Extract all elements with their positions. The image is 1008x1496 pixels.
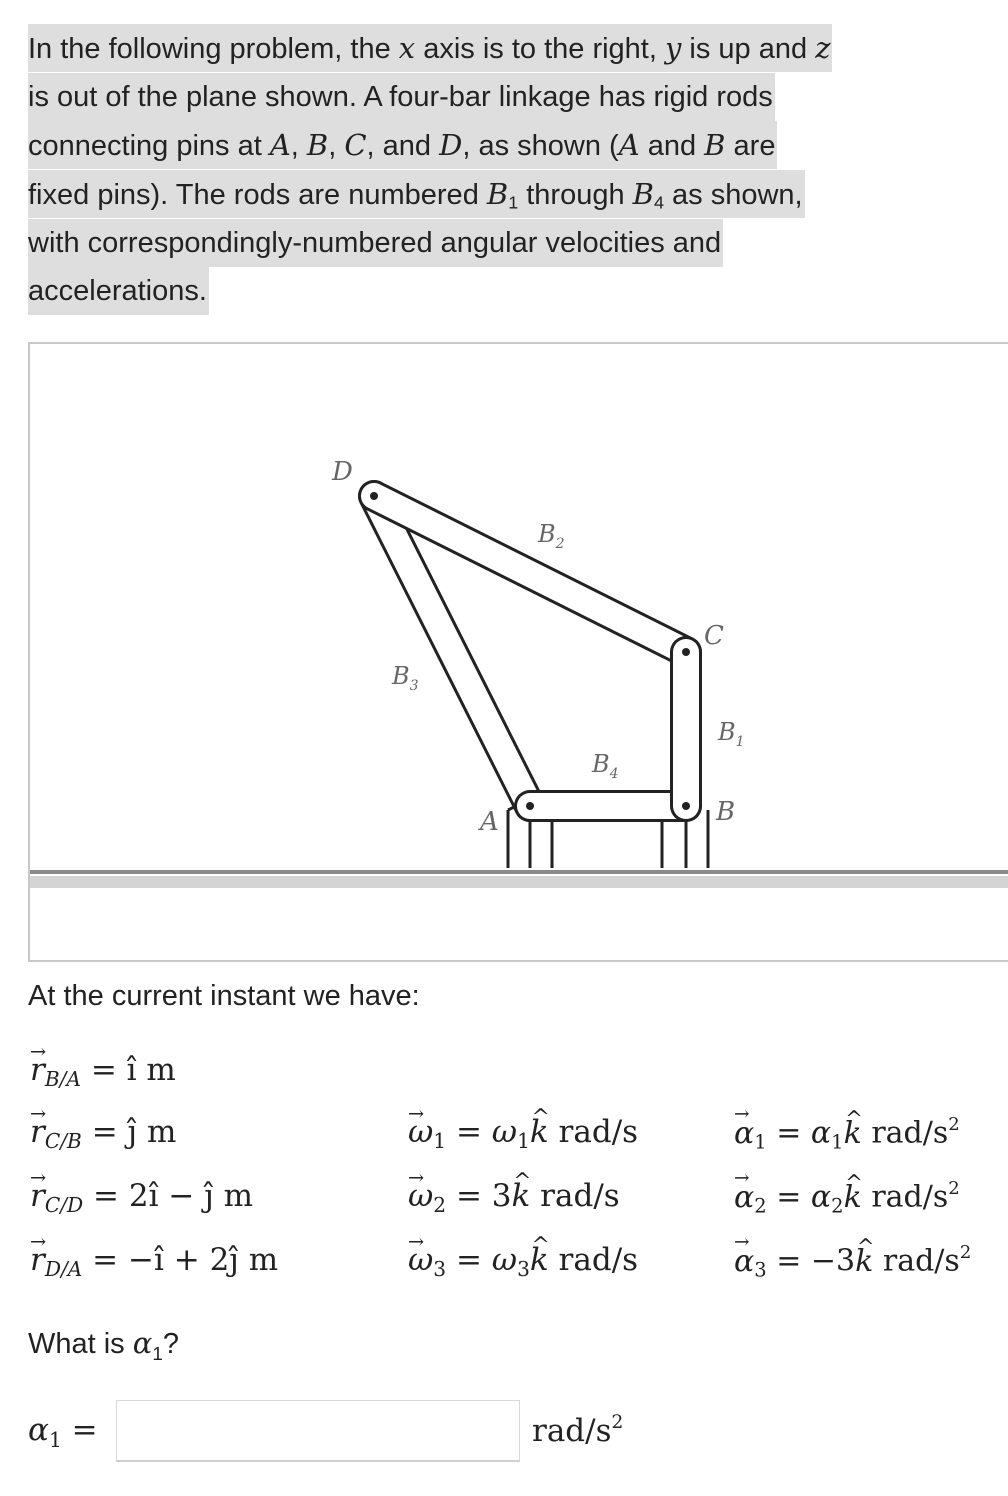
intro-line-5: with correspondingly-numbered angular velocities and (28, 219, 723, 267)
eq-alpha-1: → $\alpha_1$ = $\alpha_1\^{}$ k rad/$s^2$ (734, 1114, 960, 1153)
eq-alpha-2: → $\alpha_2$ = $\alpha_2\^{}$ k rad/$s^2$ (734, 1178, 960, 1217)
intro-line-6: accelerations. (28, 267, 209, 315)
intro-line-2: is out of the plane shown. A four-bar linkage has rigid rods (28, 73, 775, 121)
pin-c (682, 648, 690, 656)
pin-a (526, 802, 534, 810)
eq-omega-2: → $\omega_2$ = 3^ k rad/s (408, 1178, 620, 1217)
label-a: A (480, 807, 499, 837)
answer-label: $\alpha_1$ = (28, 1412, 98, 1453)
intro-line-3: connecting pins at A, B, C, and D, as shown (A and B are (28, 121, 777, 169)
intro-line-1: In the following problem, the x axis is to the right, y is up and z (28, 24, 832, 72)
label-rod-b1: $B_1$ (718, 718, 745, 750)
eq-r-d-a: → $r_{D/A}$ = −î + 2ĵ m (30, 1242, 278, 1281)
current-instant-heading: At the current instant we have: (28, 980, 420, 1012)
eq-r-c-d: → $r_{C/D}$ = 2î − ĵ m (30, 1178, 253, 1217)
label-rod-b3: $B_3$ (392, 662, 419, 694)
answer-unit: rad/$s^2$ (532, 1412, 624, 1450)
alpha1-answer-input[interactable] (116, 1400, 520, 1462)
label-rod-b4: $B_4$ (592, 750, 619, 782)
eq-r-b-a: → $r_{B/A}$ = î m (30, 1052, 176, 1091)
question-text: What is $\alpha_1$? (28, 1326, 179, 1364)
pin-b (682, 802, 690, 810)
eq-alpha-3: → $\alpha_3$ = −3^ k rad/$s^2$ (734, 1242, 971, 1281)
intro-line-4: fixed pins). The rods are numbered $B_1$ through $B_4$ as shown, (28, 170, 805, 218)
label-b: B (716, 797, 736, 827)
eq-omega-3: → $\omega_3$ = $\omega_3\^{}$ k rad/s (408, 1242, 638, 1281)
linkage-figure (28, 342, 1008, 962)
eq-omega-1: → $\omega_1$ = $\omega_1\^{}$ k rad/s (408, 1114, 638, 1153)
linkage-diagram (30, 344, 1008, 964)
pin-d (370, 492, 378, 500)
eq-r-c-b: → $r_{C/B}$ = ĵ m (30, 1114, 176, 1153)
label-rod-b2: $B_2$ (538, 520, 565, 552)
label-d: D (332, 457, 353, 487)
problem-statement (28, 24, 948, 315)
label-c: C (704, 621, 724, 651)
